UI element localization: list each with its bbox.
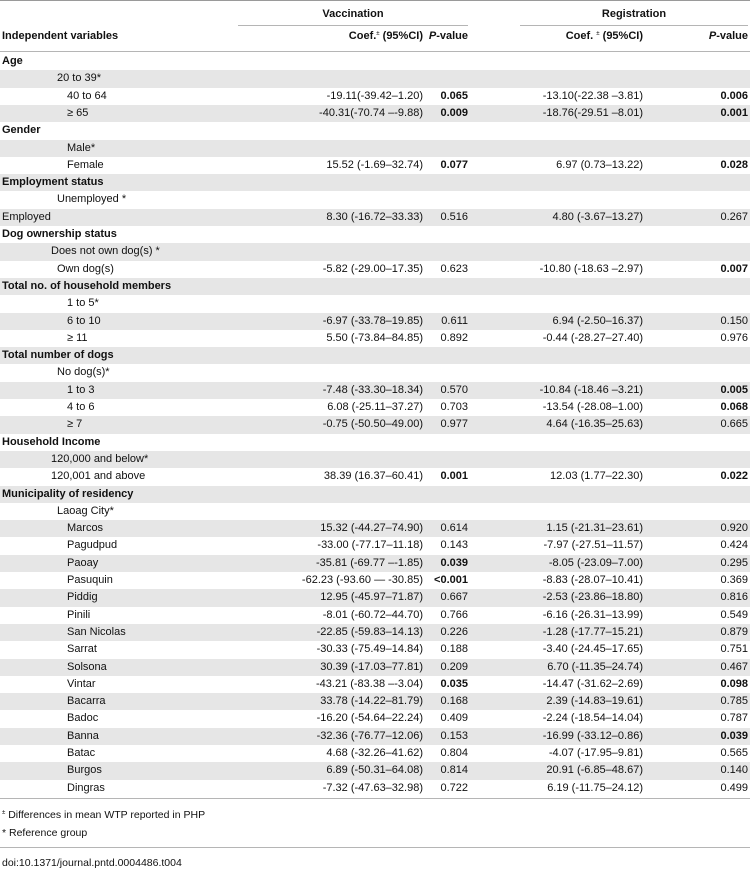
vaccination-pvalue: 0.009 bbox=[440, 106, 468, 119]
section-row bbox=[0, 278, 750, 295]
coef-label: Coef. bbox=[565, 30, 594, 42]
variable-label: Piddig bbox=[67, 591, 98, 604]
p-italic: P bbox=[428, 30, 437, 42]
vaccination-coef: -33.00 (-77.17–11.18) bbox=[317, 539, 423, 552]
table-row bbox=[0, 243, 750, 260]
variable-label: 120,000 and below* bbox=[51, 452, 149, 465]
registration-pvalue: 0.816 bbox=[720, 591, 748, 604]
variable-label: 20 to 39* bbox=[57, 72, 102, 85]
table-row bbox=[0, 364, 750, 381]
table-row bbox=[0, 589, 750, 606]
vaccination-pvalue: 0.516 bbox=[440, 210, 468, 223]
variable-label: San Nicolas bbox=[67, 625, 126, 638]
table-row bbox=[0, 416, 750, 433]
col-independent-variables: Independent variables bbox=[2, 30, 119, 42]
table-row bbox=[0, 399, 750, 416]
vaccination-pvalue: 0.614 bbox=[440, 522, 468, 535]
variable-label: Male* bbox=[67, 141, 96, 154]
table-row bbox=[0, 330, 750, 347]
registration-coef: 4.64 (-16.35–25.63) bbox=[546, 418, 643, 431]
variable-label: Pagudpud bbox=[67, 539, 118, 552]
section-label: Total no. of household members bbox=[2, 279, 172, 292]
registration-coef: 12.03 (1.77–22.30) bbox=[550, 470, 643, 483]
registration-pvalue: 0.785 bbox=[720, 695, 748, 708]
table-row bbox=[0, 468, 750, 485]
table-header bbox=[0, 0, 750, 52]
table-row bbox=[0, 105, 750, 122]
p-italic: P bbox=[708, 30, 717, 42]
footnote-reference: * Reference group bbox=[2, 826, 88, 839]
registration-pvalue: 0.920 bbox=[720, 522, 748, 535]
footnote-coef: ± Differences in mean WTP reported in PHP bbox=[2, 808, 206, 821]
registration-pvalue: 0.140 bbox=[720, 764, 748, 777]
variable-label: 1 to 3 bbox=[67, 383, 95, 396]
variable-label: 1 to 5* bbox=[67, 297, 99, 310]
registration-coef: -13.54 (-28.08–1.00) bbox=[542, 401, 643, 413]
vaccination-pvalue: 0.168 bbox=[440, 695, 468, 708]
vaccination-coef: -40.31(-70.74 –-9.88) bbox=[319, 106, 423, 119]
vaccination-coef: -0.75 (-50.50–49.00) bbox=[322, 418, 423, 431]
variable-label: Pasuquin bbox=[67, 574, 113, 586]
table-row bbox=[0, 70, 750, 87]
registration-coef: 6.70 (-11.35–24.74) bbox=[547, 660, 643, 673]
registration-coef: 6.94 (-2.50–16.37) bbox=[552, 314, 643, 327]
registration-pvalue: 0.424 bbox=[720, 539, 748, 552]
vaccination-pvalue: 0.703 bbox=[440, 401, 468, 413]
table-row bbox=[0, 88, 750, 105]
table-row bbox=[0, 607, 750, 624]
registration-pvalue: 0.028 bbox=[720, 158, 748, 171]
vaccination-pvalue: 0.722 bbox=[440, 781, 468, 794]
vaccination-coef: -22.85 (-59.83–14.13) bbox=[316, 625, 423, 638]
vaccination-pvalue: 0.977 bbox=[440, 418, 468, 431]
variable-label: 40 to 64 bbox=[67, 89, 107, 102]
vaccination-coef: 33.78 (-14.22–81.79) bbox=[320, 695, 423, 708]
table-row bbox=[0, 693, 750, 710]
variable-label: 4 to 6 bbox=[67, 401, 95, 413]
variable-label: ≥ 65 bbox=[67, 106, 89, 119]
table-row bbox=[0, 295, 750, 312]
col-vaccination-pvalue bbox=[429, 30, 468, 42]
group-vaccination: Vaccination bbox=[322, 8, 384, 20]
registration-coef: -8.83 (-28.07–10.41) bbox=[542, 574, 643, 586]
vaccination-pvalue: 0.766 bbox=[440, 608, 468, 621]
col-registration-coef bbox=[566, 30, 643, 42]
registration-coef: -13.10(-22.38 –3.81) bbox=[542, 89, 643, 102]
registration-coef: -8.05 (-23.09–7.00) bbox=[548, 556, 643, 569]
vaccination-coef: -19.11(-39.42–1.20) bbox=[326, 89, 423, 102]
footnote-marker: ± bbox=[2, 809, 6, 816]
table-row bbox=[0, 520, 750, 537]
section-label: Age bbox=[2, 55, 23, 67]
variable-label: Badoc bbox=[67, 712, 99, 725]
registration-pvalue: 0.150 bbox=[720, 314, 748, 327]
table-row bbox=[0, 261, 750, 278]
table-row bbox=[0, 659, 750, 676]
registration-coef: -3.40 (-24.45–17.65) bbox=[542, 643, 643, 656]
table-row bbox=[0, 157, 750, 174]
table-row bbox=[0, 503, 750, 520]
registration-pvalue: 0.022 bbox=[720, 470, 748, 483]
registration-coef: -6.16 (-26.31–13.99) bbox=[542, 608, 643, 621]
registration-coef: -7.97 (-27.51–11.57) bbox=[543, 539, 643, 552]
section-label: Gender bbox=[2, 124, 41, 137]
group-registration: Registration bbox=[601, 8, 667, 20]
registration-pvalue: 0.879 bbox=[720, 625, 748, 638]
variable-label: Pinili bbox=[67, 608, 91, 621]
registration-coef: 2.39 (-14.83–19.61) bbox=[546, 695, 643, 708]
registration-pvalue: 0.499 bbox=[720, 781, 748, 794]
registration-coef: -14.47 (-31.62–2.69) bbox=[542, 677, 643, 690]
vaccination-coef: -6.97 (-33.78–19.85) bbox=[322, 314, 423, 327]
registration-coef: -10.84 (-18.46 –3.21) bbox=[539, 383, 643, 396]
variable-label: Bacarra bbox=[67, 695, 106, 708]
table-row bbox=[0, 313, 750, 330]
variable-label: 120,001 and above bbox=[51, 470, 146, 483]
vaccination-coef: 6.89 (-50.31–64.08) bbox=[326, 764, 423, 777]
col-registration-pvalue bbox=[709, 30, 748, 42]
registration-pvalue: 0.295 bbox=[720, 556, 748, 569]
registration-pvalue: 0.039 bbox=[720, 729, 748, 742]
col-vaccination-coef bbox=[349, 30, 423, 42]
variable-label: Batac bbox=[67, 747, 96, 759]
variable-label: Employed bbox=[2, 210, 51, 223]
registration-pvalue: 0.467 bbox=[720, 660, 748, 673]
table-row bbox=[0, 676, 750, 693]
registration-pvalue: 0.001 bbox=[720, 106, 748, 119]
variable-label: Laoag City* bbox=[57, 504, 114, 517]
variable-label: Does not own dog(s) * bbox=[51, 245, 160, 258]
section-label: Employment status bbox=[2, 176, 104, 189]
vaccination-coef: 15.52 (-1.69–32.74) bbox=[326, 158, 423, 171]
vaccination-coef: 30.39 (-17.03–77.81) bbox=[320, 660, 423, 673]
vaccination-coef: -16.20 (-54.64–22.24) bbox=[316, 712, 423, 725]
section-label: Household Income bbox=[2, 435, 101, 448]
registration-coef: -16.99 (-33.12–0.86) bbox=[542, 729, 643, 742]
section-label: Municipality of residency bbox=[2, 487, 134, 500]
vaccination-pvalue: 0.035 bbox=[440, 677, 468, 690]
registration-coef: 6.97 (0.73–13.22) bbox=[556, 158, 643, 171]
table-row bbox=[0, 624, 750, 641]
table-row bbox=[0, 209, 750, 226]
vaccination-pvalue: 0.153 bbox=[440, 729, 468, 742]
registration-coef: -2.24 (-18.54–14.04) bbox=[542, 712, 643, 725]
table-row bbox=[0, 191, 750, 208]
registration-coef: 1.15 (-21.31–23.61) bbox=[546, 522, 643, 535]
registration-coef: 20.91 (-6.85–48.67) bbox=[546, 764, 643, 777]
coef-ci-label: (95%CI) bbox=[379, 30, 423, 42]
notes-rule bbox=[0, 847, 750, 848]
registration-pvalue: 0.006 bbox=[720, 89, 748, 102]
variable-label: Female bbox=[67, 158, 104, 171]
header-bottom-rule bbox=[0, 51, 750, 52]
coef-label: Coef. bbox=[348, 30, 377, 42]
vaccination-coef: -5.82 (-29.00–17.35) bbox=[322, 262, 423, 275]
registration-pvalue: 0.068 bbox=[720, 401, 748, 413]
vaccination-coef: -32.36 (-76.77–12.06) bbox=[316, 729, 423, 742]
coef-marker: ± bbox=[596, 31, 600, 37]
vaccination-coef: 12.95 (-45.97–71.87) bbox=[320, 591, 423, 604]
vaccination-coef: -30.33 (-75.49–14.84) bbox=[316, 643, 423, 656]
registration-pvalue: 0.005 bbox=[720, 383, 748, 396]
vaccination-pvalue: 0.001 bbox=[440, 470, 468, 483]
registration-pvalue: 0.751 bbox=[720, 643, 748, 656]
table-row bbox=[0, 780, 750, 797]
coef-ci-label: (95%CI) bbox=[599, 30, 643, 42]
vaccination-coef: 5.50 (-73.84–84.85) bbox=[326, 331, 423, 344]
variable-label: Vintar bbox=[67, 677, 96, 690]
table-row bbox=[0, 710, 750, 727]
vaccination-coef: 8.30 (-16.72–33.33) bbox=[326, 210, 423, 223]
vaccination-coef: -7.48 (-33.30–18.34) bbox=[322, 383, 423, 396]
registration-pvalue: 0.098 bbox=[720, 677, 748, 690]
variable-label: Banna bbox=[67, 729, 99, 742]
registration-pvalue: 0.976 bbox=[720, 331, 748, 344]
variable-label: Unemployed * bbox=[57, 193, 127, 206]
registration-coef: -1.28 (-17.77–15.21) bbox=[542, 625, 643, 638]
variable-label: Dingras bbox=[67, 781, 105, 794]
registration-pvalue: 0.565 bbox=[720, 747, 748, 759]
vaccination-pvalue: 0.892 bbox=[440, 331, 468, 344]
table-row bbox=[0, 572, 750, 589]
registration-pvalue: 0.007 bbox=[720, 262, 748, 275]
registration-coef: 4.80 (-3.67–13.27) bbox=[552, 210, 643, 223]
variable-label: No dog(s)* bbox=[57, 366, 110, 379]
registration-pvalue: 0.665 bbox=[720, 418, 748, 431]
vaccination-pvalue: 0.814 bbox=[440, 764, 468, 777]
vaccination-pvalue: 0.065 bbox=[440, 89, 468, 102]
variable-label: Marcos bbox=[67, 522, 104, 535]
variable-label: Solsona bbox=[67, 660, 107, 673]
doi-text: doi:10.1371/journal.pntd.0004486.t004 bbox=[2, 856, 182, 869]
registration-coef: 6.19 (-11.75–24.12) bbox=[547, 781, 643, 794]
vaccination-pvalue: 0.209 bbox=[440, 660, 468, 673]
table-row bbox=[0, 762, 750, 779]
table-row bbox=[0, 537, 750, 554]
variable-label: Sarrat bbox=[67, 643, 97, 656]
vaccination-pvalue: 0.143 bbox=[440, 539, 468, 552]
registration-coef: -10.80 (-18.63 –2.97) bbox=[539, 262, 643, 275]
variable-label: Paoay bbox=[67, 556, 99, 569]
section-row bbox=[0, 226, 750, 243]
vaccination-pvalue: 0.226 bbox=[440, 625, 468, 638]
vaccination-rule bbox=[238, 25, 468, 26]
table-row bbox=[0, 555, 750, 572]
registration-coef: -4.07 (-17.95–9.81) bbox=[548, 747, 643, 759]
registration-pvalue: 0.267 bbox=[720, 210, 748, 223]
p-rest: -value bbox=[436, 30, 468, 42]
vaccination-pvalue: 0.039 bbox=[440, 556, 468, 569]
vaccination-pvalue: 0.077 bbox=[440, 158, 468, 171]
registration-pvalue: 0.787 bbox=[720, 712, 748, 725]
top-rule bbox=[0, 0, 750, 1]
vaccination-pvalue: 0.623 bbox=[440, 262, 468, 275]
table-row bbox=[0, 641, 750, 658]
vaccination-pvalue: 0.409 bbox=[440, 712, 468, 725]
vaccination-coef: -62.23 (-93.60 — -30.85) bbox=[301, 574, 423, 586]
registration-pvalue: 0.369 bbox=[720, 574, 748, 586]
registration-pvalue: 0.549 bbox=[720, 608, 748, 621]
variable-label: Burgos bbox=[67, 764, 102, 777]
registration-coef: -0.44 (-28.27–27.40) bbox=[542, 331, 643, 344]
section-label: Dog ownership status bbox=[2, 228, 117, 240]
section-row bbox=[0, 347, 750, 364]
section-row bbox=[0, 53, 750, 70]
table-row bbox=[0, 140, 750, 157]
vaccination-pvalue: <0.001 bbox=[434, 574, 468, 586]
vaccination-coef: 4.68 (-32.26–41.62) bbox=[326, 747, 423, 759]
registration-rule bbox=[520, 25, 748, 26]
vaccination-pvalue: 0.188 bbox=[440, 643, 468, 656]
section-label: Total number of dogs bbox=[2, 349, 114, 362]
vaccination-pvalue: 0.570 bbox=[440, 383, 468, 396]
vaccination-coef: -8.01 (-60.72–44.70) bbox=[322, 608, 423, 621]
section-row bbox=[0, 434, 750, 451]
table-row bbox=[0, 728, 750, 745]
section-row bbox=[0, 486, 750, 503]
table-row bbox=[0, 382, 750, 399]
vaccination-coef: -35.81 (-69.77 –-1.85) bbox=[315, 556, 423, 569]
section-row bbox=[0, 174, 750, 191]
vaccination-coef: -7.32 (-47.63–32.98) bbox=[322, 781, 423, 794]
vaccination-coef: -43.21 (-83.38 –-3.04) bbox=[315, 677, 423, 690]
variable-label: Own dog(s) bbox=[57, 262, 114, 275]
section-row bbox=[0, 122, 750, 139]
vaccination-coef: 38.39 (16.37–60.41) bbox=[323, 470, 423, 483]
registration-coef: -2.53 (-23.86–18.80) bbox=[542, 591, 643, 604]
p-rest: -value bbox=[716, 30, 748, 42]
table-row bbox=[0, 745, 750, 762]
table-row bbox=[0, 451, 750, 468]
vaccination-pvalue: 0.667 bbox=[440, 591, 468, 604]
registration-coef: -18.76(-29.51 –8.01) bbox=[542, 106, 643, 119]
vaccination-pvalue: 0.804 bbox=[440, 747, 468, 759]
variable-label: 6 to 10 bbox=[67, 314, 101, 327]
variable-label: ≥ 11 bbox=[67, 331, 88, 344]
table-bottom-rule bbox=[0, 798, 750, 799]
variable-label: ≥ 7 bbox=[67, 418, 83, 431]
vaccination-coef: 6.08 (-25.11–37.27) bbox=[327, 401, 423, 413]
coef-marker: ± bbox=[376, 31, 380, 37]
vaccination-pvalue: 0.611 bbox=[441, 314, 468, 327]
vaccination-coef: 15.32 (-44.27–74.90) bbox=[320, 522, 423, 535]
